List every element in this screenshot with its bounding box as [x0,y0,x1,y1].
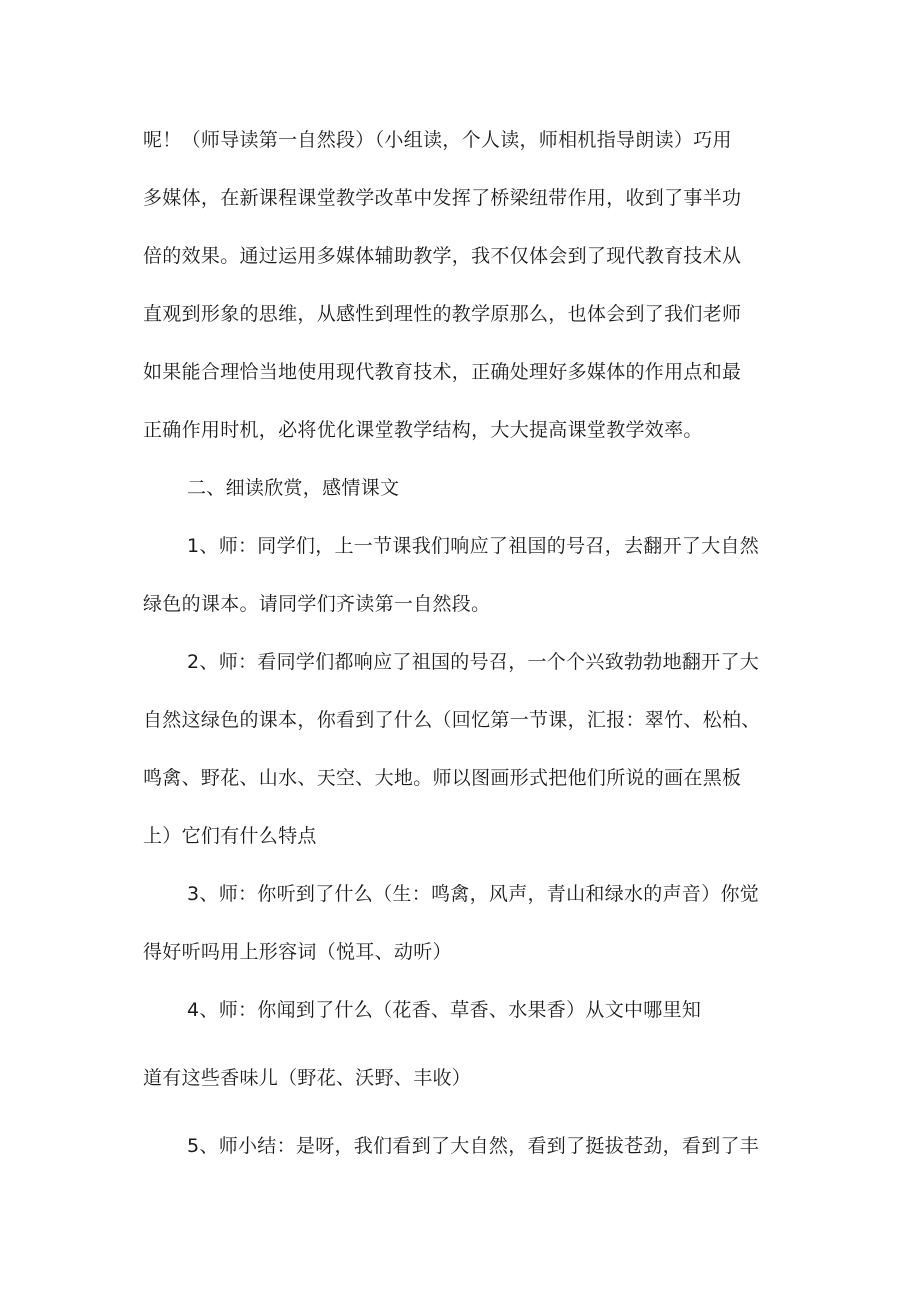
text-line: 5、师小结：是呀，我们看到了大自然，看到了挺拔苍劲，看到了丰 [187,1135,760,1157]
text-line: 多媒体，在新课程课堂教学改革中发挥了桥梁纽带作用，收到了事半功 [143,187,742,209]
text-line: 直观到形象的思维，从感性到理性的教学原那么，也体会到了我们老师 [143,303,742,325]
text-line: 绿色的课本。请同学们齐读第一自然段。 [143,593,491,615]
text-line: 如果能合理恰当地使用现代教育技术，正确处理好多媒体的作用点和最 [143,361,742,383]
text-line: 上）它们有什么特点 [143,825,317,847]
text-line: 1、师：同学们，上一节课我们响应了祖国的号召，去翻开了大自然 [187,535,760,557]
text-line: 3、师：你听到了什么（生：鸣禽，风声，青山和绿水的声音）你觉 [187,883,760,905]
text-line: 自然这绿色的课本，你看到了什么（回忆第一节课，汇报：翠竹、松柏、 [143,709,761,731]
text-line: 得好听吗用上形容词（悦耳、动听） [143,941,452,963]
text-line: 道有这些香味儿（野花、沃野、丰收） [143,1067,472,1089]
text-line: 鸣禽、野花、山水、天空、大地。师以图画形式把他们所说的画在黑板 [143,767,742,789]
text-line: 4、师：你闻到了什么（花香、草香、水果香）从文中哪里知 [187,999,702,1021]
text-line: 正确作用时机，必将优化课堂教学结构，大大提高课堂教学效率。 [143,419,703,441]
text-line: 呢！（师导读第一自然段）（小组读，个人读，师相机指导朗读）巧用 [143,129,732,151]
text-line: 2、师：看同学们都响应了祖国的号召，一个个兴致勃勃地翻开了大 [187,651,760,673]
text-line: 倍的效果。通过运用多媒体辅助教学，我不仅体会到了现代教育技术从 [143,245,742,267]
section-heading: 二、细读欣赏，感情课文 [187,477,400,499]
